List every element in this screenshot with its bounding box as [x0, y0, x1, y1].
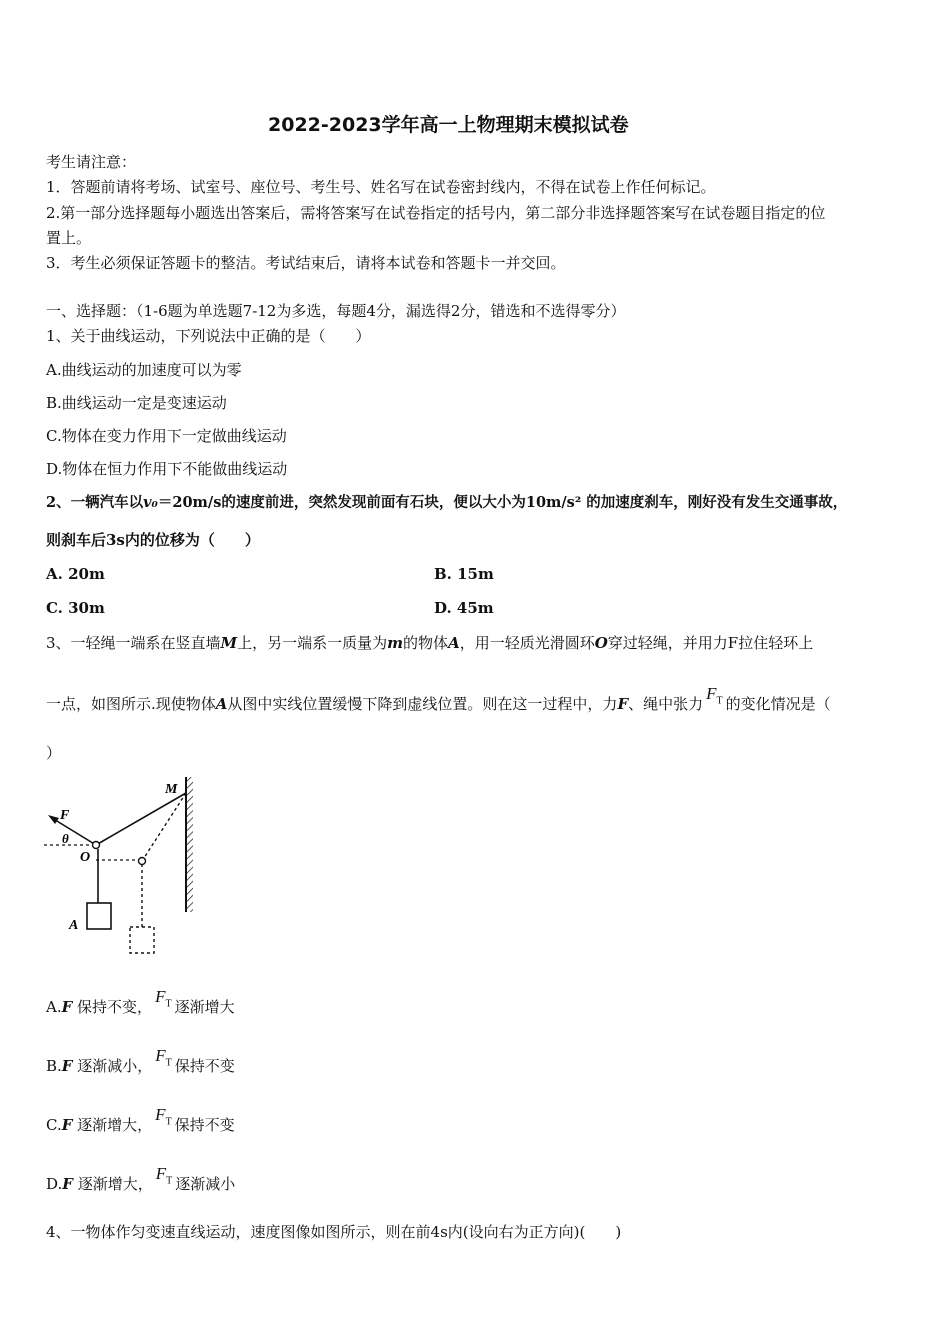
label-m: M [165, 782, 178, 797]
q2-stem-line2: 则刹车后3s内的位移为（ ） [46, 531, 260, 549]
q2-option-a: A. 20m [46, 565, 105, 583]
option-text-a: 逐渐增大， [77, 1175, 153, 1193]
q1-stem: 1、关于曲线运动，下列说法中正确的是（ ） [46, 327, 371, 345]
q4-stem: 4、一物体作匀变速直线运动，速度图像如图所示，则在前4s内(设向右为正方向)( ) [46, 1223, 622, 1241]
label-a: A [69, 918, 79, 933]
q3-line3: ） [46, 744, 62, 762]
option-f: F [61, 1057, 73, 1075]
ft-subscript: T [165, 1057, 172, 1069]
option-letter: B. [46, 1057, 62, 1075]
option-text-a: 逐渐减小， [77, 1057, 153, 1075]
option-text-b: 保持不变 [174, 1116, 235, 1134]
q1-option-d: D.物体在恒力作用下不能做曲线运动 [46, 460, 288, 478]
q3-line2-c: 、绳中张力 [628, 695, 704, 713]
option-ft [155, 1105, 172, 1132]
q3-option-d [46, 1164, 236, 1201]
force-arrow [52, 818, 96, 845]
rope-solid [96, 793, 186, 845]
ft-letter: F [706, 684, 717, 703]
option-ft [155, 1046, 172, 1073]
ft-subscript: T [165, 1116, 172, 1128]
q3-line1-c: 的物体 [403, 634, 449, 652]
ft-letter: F [155, 1046, 166, 1065]
notice-heading: 考生请注意： [46, 153, 137, 171]
option-f: F [61, 998, 73, 1016]
option-text-a: 保持不变， [77, 998, 153, 1016]
q3-A2: A [215, 695, 228, 713]
q2-stem [46, 493, 847, 513]
q2-option-c: C. 30m [46, 599, 105, 617]
q3-ft-symbol [706, 684, 723, 711]
q2-option-d: D. 45m [434, 599, 494, 617]
block-a-dashed [130, 927, 154, 953]
option-ft [155, 987, 172, 1014]
q2-stem-b: ＝20m/s的速度前进，突然发现前面有石块，便以大小为10m/s² 的加速度刹车，刚好没有发生交通事故， [157, 494, 848, 511]
q3-line2 [46, 684, 831, 721]
ring-o-dashed [139, 858, 146, 865]
option-f: F [61, 1116, 73, 1134]
ft-letter: F [155, 1105, 166, 1124]
q3-A: A [448, 634, 460, 652]
block-a [87, 903, 111, 929]
option-letter: C. [46, 1116, 62, 1134]
ft-subscript: T [165, 998, 172, 1010]
option-f: F [62, 1175, 73, 1193]
q2-stem-a: 2、一辆汽车以 [46, 494, 144, 511]
rope-dashed [142, 793, 186, 861]
ft-letter: F [155, 1164, 167, 1183]
ft-letter: F [155, 987, 166, 1006]
section-heading: 一、选择题：（1-6题为单选题7-12为多选，每题4分，漏选得2分，错选和不选得零分） [46, 302, 626, 320]
notice-item-1: 1．答题前请将考场、试室号、座位号、考生号、姓名写在试卷密封线内，不得在试卷上作任何标记。 [46, 178, 716, 196]
q3-line1 [46, 633, 813, 653]
notice-item-2-cont: 置上。 [46, 229, 92, 247]
option-letter: A. [46, 998, 62, 1016]
force-arrowhead [48, 815, 59, 824]
ft-subscript: T [166, 1175, 173, 1187]
notice-item-2: 2.第一部分选择题每小题选出答案后，需将答案写在试卷指定的括号内，第二部分非选择题答案写在试卷题目指定的位 [46, 204, 826, 222]
q2-option-b: B. 15m [434, 565, 494, 583]
option-text-b: 逐渐减小 [175, 1175, 236, 1193]
q3-option-b [46, 1046, 235, 1083]
q1-option-c: C.物体在变力作用下一定做曲线运动 [46, 427, 287, 445]
q3-line2-d: 的变化情况是（ [725, 695, 831, 713]
q3-M: M [220, 634, 238, 652]
q3-line2-b: 从图中实线位置缓慢下降到虚线位置。则在这一过程中，力 [227, 695, 618, 713]
q3-O: O [594, 634, 608, 652]
label-theta: θ [62, 831, 69, 846]
option-text-b: 保持不变 [174, 1057, 235, 1075]
q3-line2-a: 一点，如图所示.现使物体 [46, 695, 216, 713]
notice-item-3: 3．考生必须保证答题卡的整洁。考试结束后，请将本试卷和答题卡一并交回。 [46, 254, 566, 272]
q3-option-c [46, 1105, 235, 1142]
q3-figure [44, 775, 214, 960]
q3-line1-e: 穿过轻绳，并用力F拉住轻环上 [607, 634, 814, 652]
q3-m: m [387, 634, 404, 652]
label-o: O [80, 850, 91, 865]
q3-line1-b: 上，另一端系一质量为 [237, 634, 388, 652]
option-text-a: 逐渐增大， [77, 1116, 153, 1134]
page-title: 2022-2023学年高一上物理期末模拟试卷 [268, 114, 629, 136]
q1-option-b: B.曲线运动一定是变速运动 [46, 394, 227, 412]
q3-option-a [46, 987, 235, 1024]
q3-line1-a: 3、一轻绳一端系在竖直墙 [46, 634, 221, 652]
option-letter: D. [46, 1175, 63, 1193]
wall [187, 777, 193, 912]
option-ft [156, 1164, 173, 1191]
q1-option-a: A.曲线运动的加速度可以为零 [46, 361, 242, 379]
q3-F: F [617, 695, 629, 713]
option-text-b: 逐渐增大 [174, 998, 235, 1016]
label-f: F [60, 808, 70, 823]
q3-line1-d: ，用一轻质光滑圆环 [459, 634, 595, 652]
ring-o [93, 842, 100, 849]
q2-v0: v₀ [143, 494, 158, 511]
ft-subscript: T [716, 695, 723, 707]
